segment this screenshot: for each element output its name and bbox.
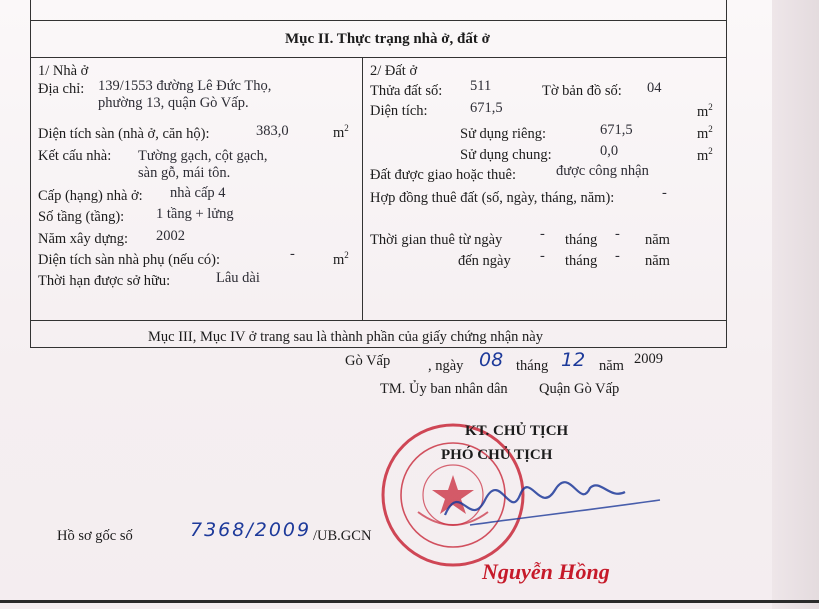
land-area-unit: $m^2$ <box>697 102 713 120</box>
page-edge <box>772 0 819 609</box>
lease-to-label: đến ngày <box>458 253 511 269</box>
grade-value: nhà cấp 4 <box>170 185 226 201</box>
record-number: 7368/2009 <box>190 519 312 541</box>
lease-from-year-label: năm <box>645 232 670 248</box>
place: Gò Vấp <box>345 353 391 369</box>
date-year-label: năm <box>599 358 624 374</box>
lease-to-month-label: tháng <box>565 253 598 269</box>
address-label: Địa chỉ: <box>38 81 85 97</box>
map-sheet-label: Tờ bản đồ số: <box>542 83 622 99</box>
table-top-rule <box>30 20 727 21</box>
record-suffix: /UB.GCN <box>313 528 372 544</box>
lease-contract-label: Hợp đồng thuê đất (số, ngày, tháng, năm): <box>370 190 615 206</box>
address-line2: phường 13, quận Gò Vấp. <box>98 95 249 111</box>
shared-use-unit: $m^2$ <box>697 146 713 164</box>
house-heading: 1/ Nhà ở <box>38 63 89 79</box>
plot-no-label: Thửa đất số: <box>370 83 443 99</box>
address-line1: 139/1553 đường Lê Đức Thọ, <box>98 78 272 94</box>
date-month: 12 <box>561 349 586 371</box>
land-area-label: Diện tích: <box>370 103 428 119</box>
map-sheet-value: 04 <box>647 80 662 96</box>
land-heading: 2/ Đất ở <box>370 63 418 79</box>
bottom-rule <box>0 600 819 603</box>
column-divider <box>362 57 363 320</box>
committee: TM. Ủy ban nhân dân <box>380 381 508 397</box>
committee-place: Quận Gò Vấp <box>539 381 620 397</box>
private-use-value: 671,5 <box>600 122 633 138</box>
aux-area-value: - <box>290 246 295 262</box>
plot-no-value: 511 <box>470 78 492 94</box>
date-month-label: tháng <box>516 358 549 374</box>
lease-from-label: Thời gian thuê từ ngày <box>370 232 503 248</box>
ownership-term-value: Lâu dài <box>216 270 260 286</box>
date-day: 08 <box>479 349 504 371</box>
signer-title-1: KT. CHỦ TỊCH <box>465 423 569 439</box>
ownership-term-label: Thời hạn được sở hữu: <box>38 273 171 289</box>
floor-area-unit: $m^2$ <box>333 123 349 141</box>
lease-to-month: - <box>615 248 620 264</box>
lease-to-day: - <box>540 248 545 264</box>
lease-from-month-label: tháng <box>565 232 598 248</box>
shared-use-value: 0,0 <box>600 143 619 159</box>
floor-area-label: Diện tích sàn (nhà ở, căn hộ): <box>38 126 210 142</box>
record-label: Hồ sơ gốc số <box>57 528 133 544</box>
date-year: 2009 <box>634 351 663 367</box>
footer-divider <box>30 320 727 321</box>
floor-area-value: 383,0 <box>256 123 289 139</box>
year-value: 2002 <box>156 228 185 244</box>
aux-area-unit: $m^2$ <box>333 250 349 268</box>
date-day-label: , ngày <box>428 358 464 374</box>
land-area-value: 671,5 <box>470 100 503 116</box>
structure-line2: sàn gỗ, mái tôn. <box>138 165 231 181</box>
shared-use-label: Sử dụng chung: <box>460 147 552 163</box>
title-divider <box>30 57 727 58</box>
lease-from-day: - <box>540 226 545 242</box>
signer-name: Nguyễn Hồng <box>482 559 610 584</box>
lease-from-month: - <box>615 226 620 242</box>
allocation-label: Đất được giao hoặc thuê: <box>370 167 516 183</box>
year-label: Năm xây dựng: <box>38 231 129 247</box>
footer-note: Mục III, Mục IV ở trang sau là thành phần của giấy chứng nhận này <box>148 329 543 345</box>
aux-area-label: Diện tích sàn nhà phụ (nếu có): <box>38 252 221 268</box>
structure-label: Kết cấu nhà: <box>38 148 112 164</box>
signature <box>440 470 670 540</box>
floors-value: 1 tầng + lửng <box>156 206 234 222</box>
structure-line1: Tường gạch, cột gạch, <box>138 148 268 164</box>
lease-to-year-label: năm <box>645 253 670 269</box>
floors-label: Số tầng (tầng): <box>38 209 125 225</box>
signer-title-2: PHÓ CHỦ TỊCH <box>441 447 553 463</box>
allocation-value: được công nhận <box>556 163 649 179</box>
private-use-unit: $m^2$ <box>697 124 713 142</box>
lease-contract-value: - <box>662 185 667 201</box>
section-title: Mục II. Thực trạng nhà ở, đất ở <box>285 31 490 47</box>
private-use-label: Sử dụng riêng: <box>460 126 546 142</box>
grade-label: Cấp (hạng) nhà ở: <box>38 188 143 204</box>
